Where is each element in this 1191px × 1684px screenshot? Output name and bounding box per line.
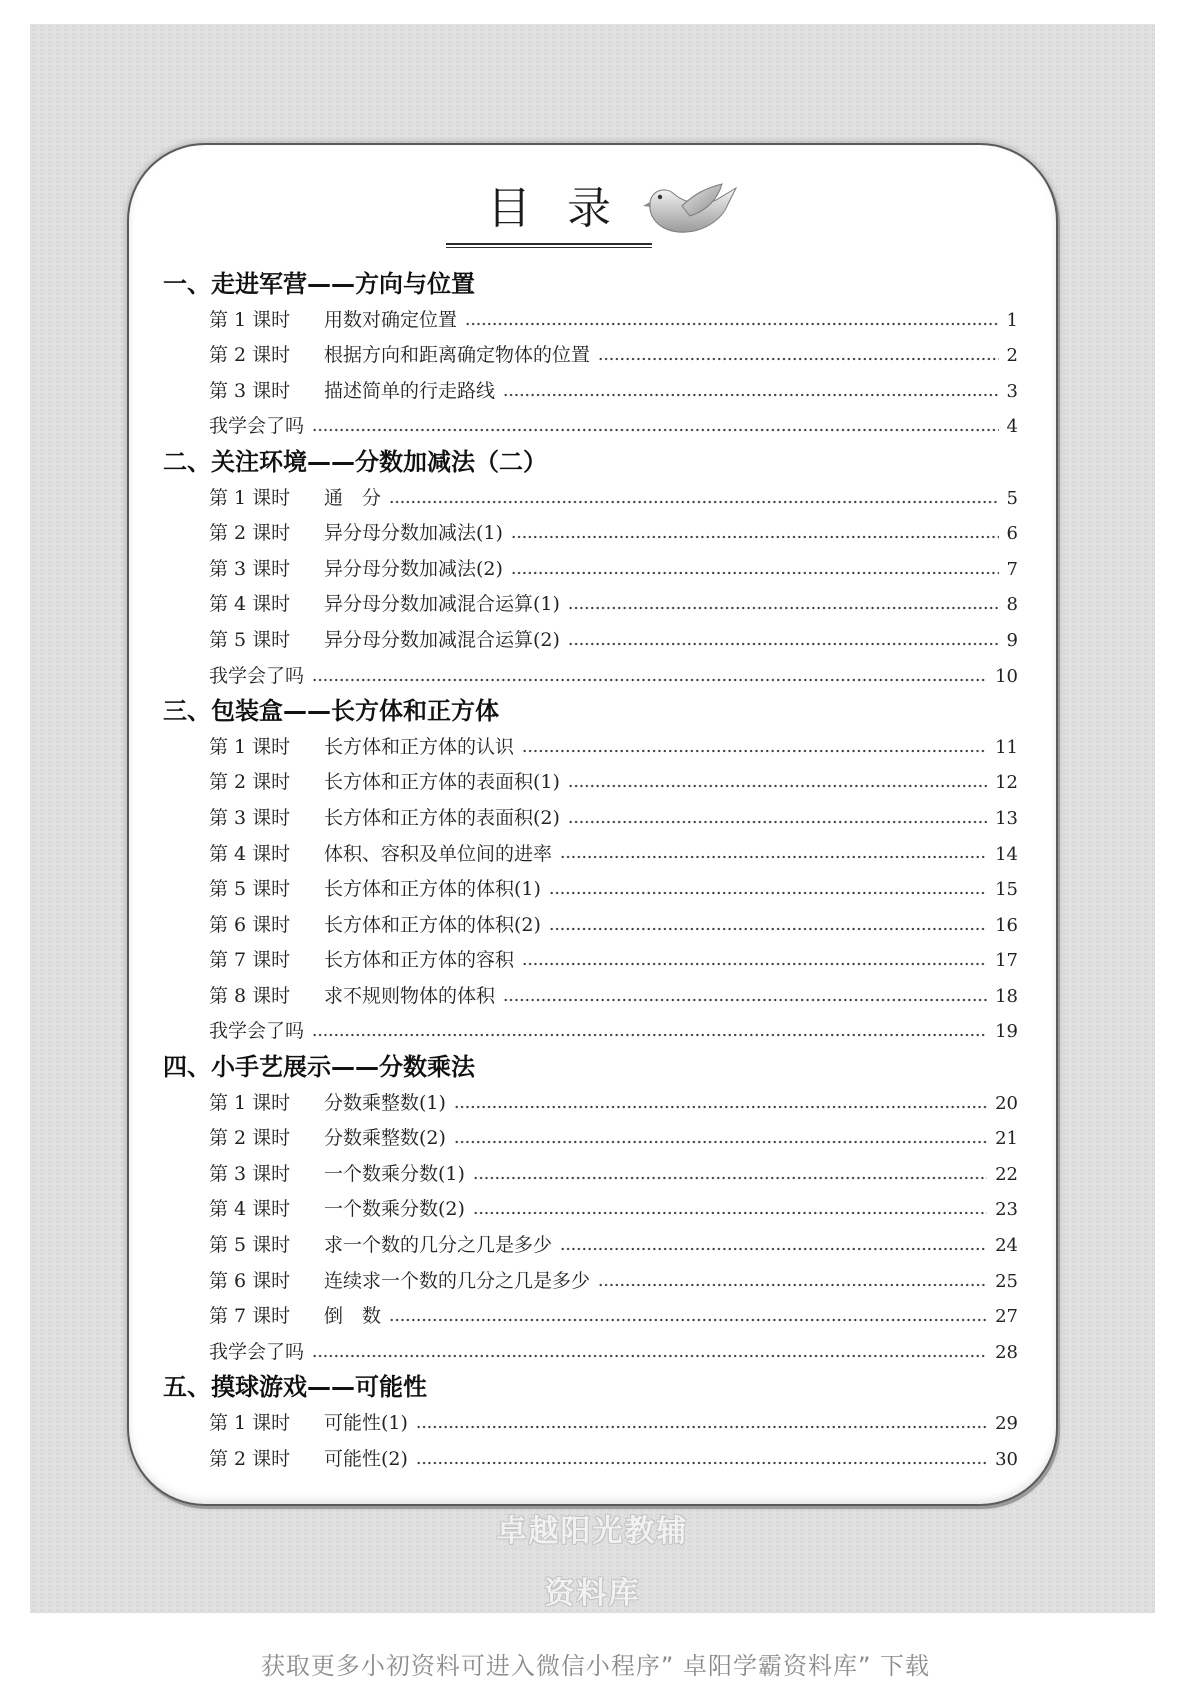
page-number: 25 bbox=[995, 1270, 1018, 1292]
entry-title: 一个数乘分数(2) bbox=[324, 1198, 465, 1221]
dot-leader bbox=[568, 809, 987, 829]
dot-leader bbox=[389, 488, 999, 508]
dot-leader bbox=[416, 1414, 987, 1434]
lesson-entry bbox=[163, 623, 1018, 659]
review-entry bbox=[163, 1335, 1018, 1371]
dot-leader bbox=[465, 310, 999, 330]
entry-title: 异分母分数加减混合运算(1) bbox=[324, 593, 560, 616]
page-number: 3 bbox=[1006, 380, 1018, 402]
lesson-entry bbox=[163, 338, 1018, 374]
page-number: 20 bbox=[995, 1092, 1018, 1114]
page-number: 4 bbox=[1006, 416, 1018, 438]
dot-leader bbox=[560, 1236, 987, 1256]
page-number: 28 bbox=[995, 1341, 1018, 1363]
dot-leader bbox=[549, 915, 987, 935]
lesson-number: 第 1 课时 bbox=[209, 735, 291, 758]
lesson-entry bbox=[163, 481, 1018, 517]
dot-leader bbox=[473, 1200, 987, 1220]
review-entry bbox=[163, 659, 1018, 695]
dot-leader bbox=[312, 666, 987, 686]
entry-title: 我学会了吗 bbox=[209, 415, 305, 438]
entry-title: 求一个数的几分之几是多少 bbox=[324, 1234, 553, 1257]
lesson-entry bbox=[163, 1264, 1018, 1300]
entry-title: 可能性(2) bbox=[324, 1447, 408, 1470]
lesson-entry bbox=[163, 1406, 1018, 1442]
lesson-entry bbox=[163, 1121, 1018, 1157]
lesson-number: 第 4 课时 bbox=[209, 593, 291, 616]
entry-title: 可能性(1) bbox=[324, 1412, 408, 1434]
lesson-number: 第 2 课时 bbox=[209, 1127, 291, 1150]
page-number: 22 bbox=[995, 1163, 1018, 1185]
lesson-entry bbox=[163, 730, 1018, 766]
entry-title: 体积、容积及单位间的进率 bbox=[324, 842, 553, 865]
dot-leader bbox=[522, 738, 987, 758]
lesson-number: 第 4 课时 bbox=[209, 1198, 291, 1221]
entry-title: 长方体和正方体的表面积(1) bbox=[324, 771, 560, 794]
lesson-entry bbox=[163, 552, 1018, 588]
lesson-number: 第 5 课时 bbox=[209, 628, 291, 651]
lesson-entry bbox=[163, 872, 1018, 908]
dot-leader bbox=[503, 382, 999, 402]
page-number: 11 bbox=[995, 736, 1018, 758]
page-number: 5 bbox=[1006, 487, 1018, 509]
entry-title: 我学会了吗 bbox=[209, 1340, 305, 1363]
dot-leader bbox=[568, 595, 999, 615]
lesson-number: 第 5 课时 bbox=[209, 878, 291, 901]
page-number: 14 bbox=[995, 843, 1018, 865]
entry-title: 我学会了吗 bbox=[209, 1020, 305, 1043]
entry-title: 异分母分数加减混合运算(2) bbox=[324, 628, 560, 651]
lesson-number: 第 3 课时 bbox=[209, 379, 291, 402]
lesson-entry bbox=[163, 516, 1018, 552]
entry-title: 长方体和正方体的体积(1) bbox=[324, 878, 541, 901]
lesson-number: 第 8 课时 bbox=[209, 984, 291, 1007]
page-number: 6 bbox=[1006, 523, 1018, 545]
page-number: 2 bbox=[1006, 345, 1018, 367]
page-number: 24 bbox=[995, 1235, 1018, 1257]
lesson-entry bbox=[163, 943, 1018, 979]
dot-leader bbox=[454, 1129, 987, 1149]
dot-leader bbox=[312, 1022, 987, 1042]
title-double-underline bbox=[446, 243, 652, 248]
page-number: 29 bbox=[995, 1413, 1018, 1434]
lesson-number: 第 2 课时 bbox=[209, 522, 291, 545]
lesson-number: 第 1 课时 bbox=[209, 308, 291, 331]
lesson-entry bbox=[163, 837, 1018, 873]
lesson-entry bbox=[163, 1299, 1018, 1335]
section-heading: 三、包装盒——长方体和正方体 bbox=[163, 697, 499, 726]
review-entry bbox=[163, 1014, 1018, 1050]
page-title: 目录 bbox=[487, 183, 647, 234]
section-heading: 五、摸球游戏——可能性 bbox=[163, 1373, 427, 1402]
dot-leader bbox=[560, 844, 987, 864]
lesson-entry bbox=[163, 374, 1018, 410]
page-number: 7 bbox=[1006, 558, 1018, 580]
bird-icon bbox=[642, 180, 740, 238]
lesson-entry bbox=[163, 1086, 1018, 1122]
page-number: 10 bbox=[995, 665, 1018, 687]
lesson-entry bbox=[163, 303, 1018, 339]
entry-title: 分数乘整数(1) bbox=[324, 1091, 446, 1114]
lesson-number: 第 1 课时 bbox=[209, 1412, 291, 1434]
page-number: 16 bbox=[995, 914, 1018, 936]
entry-title: 长方体和正方体的体积(2) bbox=[324, 913, 541, 936]
dot-leader bbox=[549, 880, 987, 900]
lesson-number: 第 2 课时 bbox=[209, 1447, 291, 1470]
dot-leader bbox=[454, 1093, 987, 1113]
page-number: 27 bbox=[995, 1306, 1018, 1328]
dot-leader bbox=[389, 1307, 987, 1327]
lesson-entry bbox=[163, 908, 1018, 944]
dot-leader bbox=[473, 1165, 987, 1185]
entry-title: 长方体和正方体的表面积(2) bbox=[324, 806, 560, 829]
lesson-entry bbox=[163, 765, 1018, 801]
lesson-number: 第 3 课时 bbox=[209, 806, 291, 829]
dot-leader bbox=[598, 1271, 987, 1291]
entry-title: 根据方向和距离确定物体的位置 bbox=[324, 344, 591, 367]
page-number: 17 bbox=[995, 950, 1018, 972]
lesson-number: 第 2 课时 bbox=[209, 344, 291, 367]
page-number: 1 bbox=[1006, 309, 1018, 331]
lesson-number: 第 5 课时 bbox=[209, 1234, 291, 1257]
entry-title: 用数对确定位置 bbox=[324, 308, 458, 331]
page-number: 8 bbox=[1006, 594, 1018, 616]
lesson-number: 第 1 课时 bbox=[209, 1091, 291, 1114]
dot-leader bbox=[312, 1343, 987, 1363]
lesson-entry bbox=[163, 1157, 1018, 1193]
entry-title: 描述简单的行走路线 bbox=[324, 379, 496, 402]
entry-title: 求不规则物体的体积 bbox=[324, 984, 496, 1007]
section-heading: 一、走进军营——方向与位置 bbox=[163, 270, 475, 298]
lesson-entry bbox=[163, 1228, 1018, 1264]
page-number: 19 bbox=[995, 1021, 1018, 1043]
entry-title: 分数乘整数(2) bbox=[324, 1127, 446, 1150]
lesson-number: 第 6 课时 bbox=[209, 913, 291, 936]
dot-leader bbox=[568, 773, 987, 793]
lesson-entry bbox=[163, 587, 1018, 623]
entry-title: 倒 数 bbox=[324, 1305, 382, 1328]
watermark-line-1: 卓越阳光教辅 bbox=[496, 1514, 689, 1549]
review-entry bbox=[163, 409, 1018, 445]
page-number: 9 bbox=[1006, 629, 1018, 651]
lesson-number: 第 1 课时 bbox=[209, 486, 291, 509]
page-number: 21 bbox=[995, 1128, 1018, 1150]
lesson-entry bbox=[163, 979, 1018, 1015]
lesson-entry bbox=[163, 1442, 1018, 1478]
lesson-number: 第 2 课时 bbox=[209, 771, 291, 794]
watermark-line-2: 资料库 bbox=[544, 1576, 641, 1611]
section-heading: 二、关注环境——分数加减法（二） bbox=[163, 447, 547, 476]
page-number: 15 bbox=[995, 879, 1018, 901]
entry-title: 长方体和正方体的容积 bbox=[324, 949, 515, 972]
dot-leader bbox=[312, 417, 999, 437]
entry-title: 我学会了吗 bbox=[209, 664, 305, 687]
page-number: 12 bbox=[995, 772, 1018, 794]
lesson-number: 第 6 课时 bbox=[209, 1269, 291, 1292]
dot-leader bbox=[511, 560, 999, 580]
entry-title: 长方体和正方体的认识 bbox=[324, 735, 515, 758]
entry-title: 异分母分数加减法(1) bbox=[324, 522, 503, 545]
toc-list bbox=[163, 267, 1018, 1477]
lesson-number: 第 7 课时 bbox=[209, 949, 291, 972]
dot-leader bbox=[522, 951, 987, 971]
entry-title: 一个数乘分数(1) bbox=[324, 1162, 465, 1185]
lesson-number: 第 3 课时 bbox=[209, 557, 291, 580]
footer-note: 获取更多小初资料可进入微信小程序” 卓阳学霸资料库” 下载 bbox=[260, 1652, 931, 1680]
dot-leader bbox=[503, 987, 987, 1007]
lesson-entry bbox=[163, 1192, 1018, 1228]
section-heading: 四、小手艺展示——分数乘法 bbox=[163, 1053, 475, 1082]
dot-leader bbox=[416, 1449, 987, 1469]
dot-leader bbox=[568, 631, 999, 651]
entry-title: 异分母分数加减法(2) bbox=[324, 557, 503, 580]
page-number: 18 bbox=[995, 985, 1018, 1007]
page-number: 23 bbox=[995, 1199, 1018, 1221]
dot-leader bbox=[598, 346, 999, 366]
lesson-number: 第 3 课时 bbox=[209, 1162, 291, 1185]
page-number: 30 bbox=[995, 1448, 1018, 1470]
entry-title: 连续求一个数的几分之几是多少 bbox=[324, 1269, 591, 1292]
entry-title: 通 分 bbox=[324, 486, 382, 509]
lesson-entry bbox=[163, 801, 1018, 837]
lesson-number: 第 7 课时 bbox=[209, 1305, 291, 1328]
page-number: 13 bbox=[995, 807, 1018, 829]
dot-leader bbox=[511, 524, 999, 544]
lesson-number: 第 4 课时 bbox=[209, 842, 291, 865]
